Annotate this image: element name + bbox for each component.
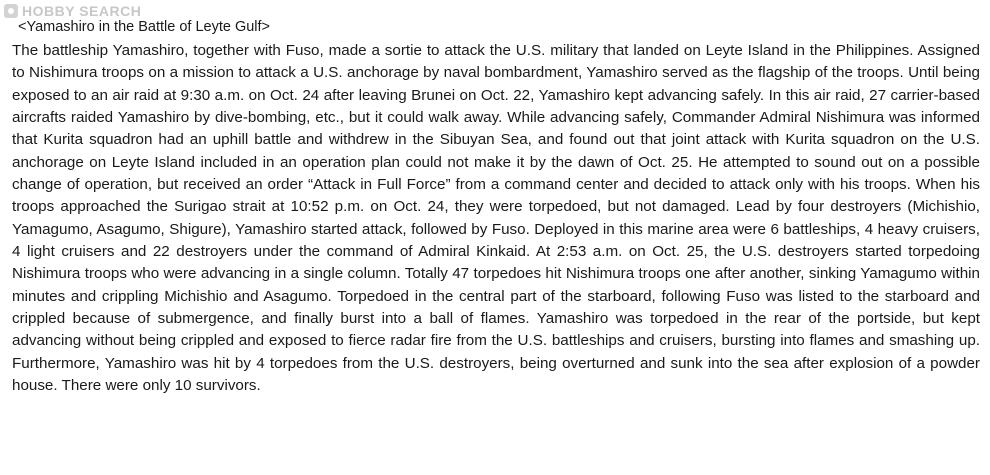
document-paragraph: The battleship Yamashiro, together with Fuso, made a sortie to attack the U.S. military that landed on Leyte Island in the Philippines. Assigned to Nishimura troops on a mission to attack a U.S. anchorage by naval bombardment, Yamashiro served as the flagship of the troops. Until being exposed to an air raid at 9:30 a.m. on Oct. 24 after leaving Brunei on Oct. 22, Yamashiro kept advancing safely. In this air raid, 27 carrier-based aircrafts raided Yamashiro by dive-bombing, etc., but it could walk away. While advancing safely, Commander Admiral Nishimura was informed that Kurita squadron had an uphill battle and withdrew in the Sibuyan Sea, and found out that joint attack with Kurita squadron on the U.S. anchorage on Leyte Island included in an operation plan could not make it by the dawn of Oct. 25. He attempted to sound out on a possible change of operation, but received an order “Attack in Full Force” from a command center and decided to attack only with his troops. When his troops approached the Surigao strait at 10:52 p.m. on Oct. 24, they were torpedoed, but not damaged. Lead by four destroyers (Michishio, Yamagumo, Asagumo, Shigure), Yamashiro started attack, followed by Fuso. Deployed in this marine area were 6 battleships, 4 heavy cruisers, 4 light cruisers and 22 destroyers under the command of Admiral Kinkaid. At 2:53 a.m. on Oct. 25, the U.S. destroyers started torpedoing Nishimura troops who were advancing in a single column. Totally 47 torpedoes hit Nishimura troops one after another, sinking Yamagumo within minutes and crippling Michishio and Asagumo. Torpedoed in the central part of the starboard, following Fuso was listed to the starboard and crippled because of submergence, and finally burst into a ball of flames. Yamashiro was torpedoed in the rear of the portside, but kept advancing without being crippled and exposed to fierce radar fire from the U.S. battleships and cruisers, bursting into flames and smashing up. Furthermore, Yamashiro was hit by 4 torpedoes from the U.S. destroyers, being overturned and sunk into the sea after explosion of a powder house. There were only 10 survivors. xyxy=(12,42,980,395)
hobby-search-watermark xyxy=(4,3,141,19)
document-caption: <Yamashiro in the Battle of Leyte Gulf> xyxy=(18,19,271,35)
watermark-text: HOBBY SEARCH xyxy=(22,3,142,19)
hobby-search-logo-icon xyxy=(4,4,18,18)
document-body xyxy=(12,18,980,398)
